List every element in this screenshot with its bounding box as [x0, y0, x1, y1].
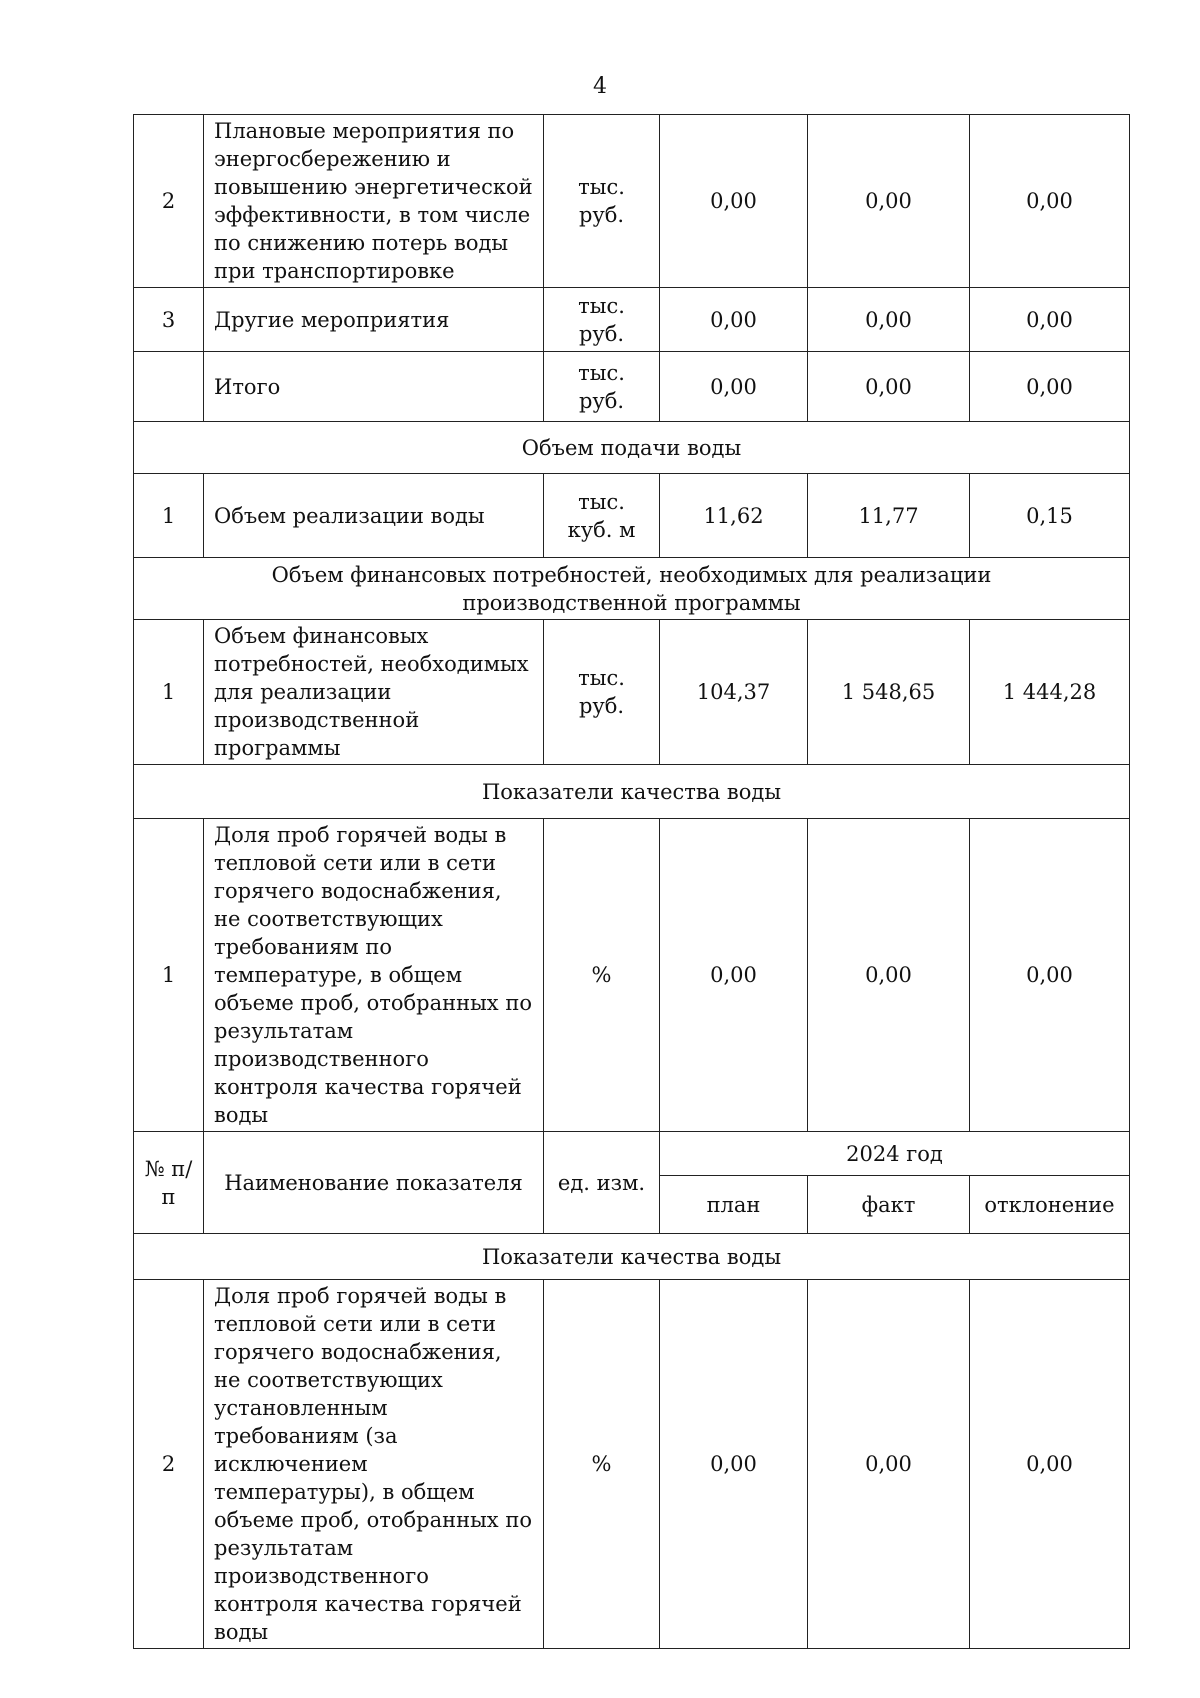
section-header-row	[134, 765, 1130, 819]
deviation-value: 0,00	[970, 288, 1130, 352]
row-number: 2	[134, 1280, 204, 1649]
indicator-name: Плановые мероприятия по энергосбережению и повышению энергетической эффективности, в том числе по снижению потерь воды при транспортировке	[204, 115, 544, 288]
table-row	[134, 620, 1130, 765]
unit-cell: %	[544, 1280, 660, 1649]
column-header-row	[134, 1132, 1130, 1176]
unit-cell: тыс. руб.	[544, 352, 660, 422]
indicators-table	[133, 114, 1130, 1649]
plan-value: 104,37	[660, 620, 808, 765]
row-number: 1	[134, 620, 204, 765]
indicator-name: Объем финансовых потребностей, необходимых для реализации производственной программы	[204, 620, 544, 765]
page-number: 4	[593, 74, 607, 99]
deviation-value: 0,15	[970, 474, 1130, 558]
header-fact: факт	[808, 1176, 970, 1234]
section-header-row	[134, 1234, 1130, 1280]
table-row-total	[134, 352, 1130, 422]
header-num: № п/п	[134, 1132, 204, 1234]
fact-value: 0,00	[808, 115, 970, 288]
plan-value: 11,62	[660, 474, 808, 558]
header-year: 2024 год	[660, 1132, 1130, 1176]
section-title: Объем финансовых потребностей, необходимых для реализации производственной программы	[134, 558, 1130, 620]
section-header-row	[134, 422, 1130, 474]
plan-value: 0,00	[660, 352, 808, 422]
plan-value: 0,00	[660, 819, 808, 1132]
unit-cell: тыс. руб.	[544, 115, 660, 288]
fact-value: 0,00	[808, 288, 970, 352]
section-header-row	[134, 558, 1130, 620]
indicator-name: Объем реализации воды	[204, 474, 544, 558]
deviation-value: 0,00	[970, 352, 1130, 422]
header-unit: ед. изм.	[544, 1132, 660, 1234]
indicator-name: Доля проб горячей воды в тепловой сети или в сети горячего водоснабжения, не соответствующих установленным требованиям (за исключением температуры), в общем объеме проб, отобранных по результатам производственного контроля качества горячей воды	[204, 1280, 544, 1649]
unit-cell: %	[544, 819, 660, 1132]
indicator-name: Итого	[204, 352, 544, 422]
table-row	[134, 819, 1130, 1132]
indicator-name: Доля проб горячей воды в тепловой сети или в сети горячего водоснабжения, не соответствующих требованиям по температуре, в общем объеме проб, отобранных по результатам производственного контроля качества горячей воды	[204, 819, 544, 1132]
table-row	[134, 288, 1130, 352]
table-row	[134, 115, 1130, 288]
deviation-value: 0,00	[970, 1280, 1130, 1649]
fact-value: 11,77	[808, 474, 970, 558]
plan-value: 0,00	[660, 288, 808, 352]
table-row	[134, 474, 1130, 558]
row-number: 1	[134, 819, 204, 1132]
fact-value: 1 548,65	[808, 620, 970, 765]
row-number: 1	[134, 474, 204, 558]
fact-value: 0,00	[808, 819, 970, 1132]
section-title: Показатели качества воды	[134, 765, 1130, 819]
plan-value: 0,00	[660, 115, 808, 288]
row-number: 2	[134, 115, 204, 288]
fact-value: 0,00	[808, 1280, 970, 1649]
deviation-value: 0,00	[970, 819, 1130, 1132]
plan-value: 0,00	[660, 1280, 808, 1649]
unit-cell: тыс. руб.	[544, 288, 660, 352]
header-deviation: отклонение	[970, 1176, 1130, 1234]
unit-cell: тыс. руб.	[544, 620, 660, 765]
deviation-value: 0,00	[970, 115, 1130, 288]
row-number	[134, 352, 204, 422]
header-name: Наименование показателя	[204, 1132, 544, 1234]
header-plan: план	[660, 1176, 808, 1234]
row-number: 3	[134, 288, 204, 352]
table-row	[134, 1280, 1130, 1649]
unit-cell: тыс. куб. м	[544, 474, 660, 558]
section-title: Объем подачи воды	[134, 422, 1130, 474]
deviation-value: 1 444,28	[970, 620, 1130, 765]
section-title: Показатели качества воды	[134, 1234, 1130, 1280]
fact-value: 0,00	[808, 352, 970, 422]
indicator-name: Другие мероприятия	[204, 288, 544, 352]
